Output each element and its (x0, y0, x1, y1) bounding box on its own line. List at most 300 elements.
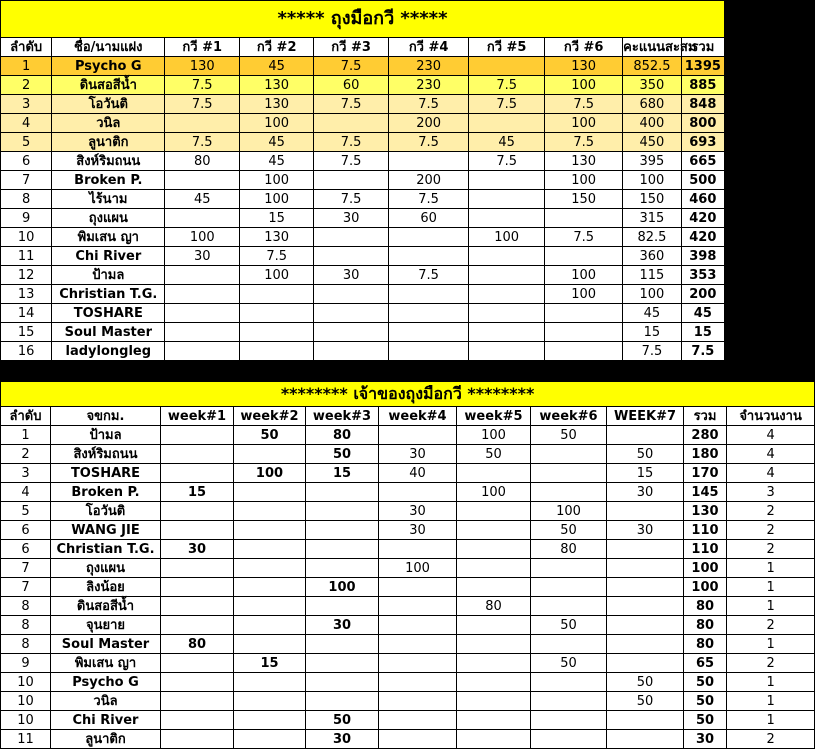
table-cell: TOSHARE (51, 464, 161, 483)
table-cell (234, 521, 306, 540)
table-cell: 1 (727, 635, 815, 654)
table-cell: 100 (469, 228, 545, 247)
table-cell (545, 304, 623, 323)
table-cell: WANG JIE (51, 521, 161, 540)
table-cell (531, 711, 607, 730)
table-cell: 30 (379, 445, 457, 464)
table-cell (545, 209, 623, 228)
table-cell (165, 285, 240, 304)
table-cell: 7.5 (165, 133, 240, 152)
table-cell (457, 502, 531, 521)
table-cell: 7.5 (314, 152, 389, 171)
table-cell: 50 (607, 445, 684, 464)
table-cell (234, 578, 306, 597)
table-cell (607, 540, 684, 559)
table-cell: 350 (623, 76, 682, 95)
table-cell: 30 (684, 730, 727, 749)
column-header: รวม (681, 38, 724, 57)
table-cell (531, 464, 607, 483)
table-cell (306, 635, 379, 654)
column-header: week#3 (306, 407, 379, 426)
table-cell: 7.5 (240, 247, 314, 266)
column-header: ลำดับ (1, 38, 52, 57)
table-cell (379, 692, 457, 711)
table-cell: 460 (681, 190, 724, 209)
column-header: ชื่อ/นามแฝง (52, 38, 165, 57)
table-cell: วนิล (52, 114, 165, 133)
table-row (1, 247, 725, 266)
table-cell: 45 (469, 133, 545, 152)
table-cell (165, 114, 240, 133)
table-cell: 50 (531, 521, 607, 540)
table-cell (379, 597, 457, 616)
table-cell: 2 (727, 521, 815, 540)
table-cell: 2 (1, 76, 52, 95)
table-cell: Psycho G (51, 673, 161, 692)
table-cell: 10 (1, 711, 51, 730)
table-cell: 45 (240, 152, 314, 171)
table-cell (457, 635, 531, 654)
table-cell (469, 285, 545, 304)
table-cell (469, 323, 545, 342)
table-cell (531, 673, 607, 692)
table-cell: 4 (727, 426, 815, 445)
table-cell: 16 (1, 342, 52, 361)
table-row (1, 464, 815, 483)
table-cell: 11 (1, 730, 51, 749)
table-cell (469, 342, 545, 361)
table-cell (607, 597, 684, 616)
table-cell: 50 (607, 673, 684, 692)
table-cell: 4 (727, 445, 815, 464)
table-cell: 130 (240, 76, 314, 95)
table-cell: 100 (240, 171, 314, 190)
table-cell: 80 (531, 540, 607, 559)
table-cell (234, 616, 306, 635)
table-cell (607, 730, 684, 749)
column-header: กวี #3 (314, 38, 389, 57)
table-row (1, 95, 725, 114)
table-cell (607, 616, 684, 635)
table-cell: Psycho G (52, 57, 165, 76)
table-cell: 11 (1, 247, 52, 266)
table-cell: 100 (234, 464, 306, 483)
table-cell: 100 (684, 578, 727, 597)
table-cell: 7.5 (389, 133, 469, 152)
table-cell (165, 323, 240, 342)
table-cell: พิมเสน ญา (51, 654, 161, 673)
table-cell: 65 (684, 654, 727, 673)
table-cell: 130 (240, 95, 314, 114)
table-cell: จุนยาย (51, 616, 161, 635)
table-row (1, 616, 815, 635)
table-cell (161, 559, 234, 578)
table-cell (531, 559, 607, 578)
table-cell: 2 (1, 445, 51, 464)
table-cell: 1 (727, 711, 815, 730)
table-cell (306, 483, 379, 502)
table-cell: 15 (161, 483, 234, 502)
table-row (1, 76, 725, 95)
table-cell (234, 673, 306, 692)
column-header: กวี #5 (469, 38, 545, 57)
table-cell: 230 (389, 57, 469, 76)
table-cell: 80 (684, 597, 727, 616)
table-cell: 30 (607, 483, 684, 502)
table-cell (607, 426, 684, 445)
table-row (1, 654, 815, 673)
table-cell (457, 654, 531, 673)
table-cell: ป้ามล (52, 266, 165, 285)
table-row (1, 304, 725, 323)
table-cell: 2 (727, 540, 815, 559)
table-cell: 420 (681, 228, 724, 247)
table-cell: Chi River (52, 247, 165, 266)
table-cell: 360 (623, 247, 682, 266)
table-cell: 8 (1, 190, 52, 209)
table-row (1, 285, 725, 304)
table-cell: 680 (623, 95, 682, 114)
table-cell (306, 521, 379, 540)
table-cell: 100 (240, 114, 314, 133)
table-cell: 40 (379, 464, 457, 483)
table-cell (457, 730, 531, 749)
table-cell (161, 597, 234, 616)
table-cell (161, 692, 234, 711)
table-cell: 30 (161, 540, 234, 559)
table-cell: 7.5 (469, 76, 545, 95)
table-cell: ladylongleg (52, 342, 165, 361)
table-cell (165, 342, 240, 361)
table-cell: 15 (607, 464, 684, 483)
table-cell (607, 559, 684, 578)
table-row (1, 114, 725, 133)
table-cell (389, 228, 469, 247)
table-cell: 50 (531, 426, 607, 445)
table-cell: 9 (1, 654, 51, 673)
table-cell: 7.5 (314, 57, 389, 76)
table-cell: 80 (684, 616, 727, 635)
table-cell: 7.5 (389, 266, 469, 285)
table-cell: 2 (727, 654, 815, 673)
column-header: WEEK#7 (607, 407, 684, 426)
table-cell: 30 (165, 247, 240, 266)
table-cell: 60 (389, 209, 469, 228)
table-cell: 6 (1, 540, 51, 559)
table-cell: 693 (681, 133, 724, 152)
table-cell: สิงห์ริมถนน (51, 445, 161, 464)
table-cell: 15 (240, 209, 314, 228)
table-cell: 2 (727, 616, 815, 635)
table-cell: 145 (684, 483, 727, 502)
table-cell (240, 342, 314, 361)
table-cell: 15 (306, 464, 379, 483)
table-cell (469, 266, 545, 285)
table-cell: 50 (684, 692, 727, 711)
table-cell (306, 692, 379, 711)
table-cell: 110 (684, 540, 727, 559)
table-cell (161, 464, 234, 483)
table-cell (531, 730, 607, 749)
table-cell (379, 730, 457, 749)
table-cell: วนิล (51, 692, 161, 711)
column-header: คะแนนสะสม (623, 39, 697, 55)
table-cell: 6 (1, 521, 51, 540)
table-cell: 100 (545, 76, 623, 95)
table-cell: 50 (684, 673, 727, 692)
table-cell (379, 635, 457, 654)
table-cell: 100 (457, 426, 531, 445)
table-cell: 7.5 (389, 190, 469, 209)
table-cell: 15 (234, 654, 306, 673)
table-cell: 100 (457, 483, 531, 502)
table-cell: 13 (1, 285, 52, 304)
header-row (1, 38, 725, 57)
table-row (1, 692, 815, 711)
table-cell: 3 (1, 464, 51, 483)
table-cell (389, 152, 469, 171)
table-cell: 45 (165, 190, 240, 209)
table-cell (161, 616, 234, 635)
column-header: จขกม. (51, 407, 161, 426)
table-cell: 30 (306, 730, 379, 749)
table-cell (306, 673, 379, 692)
table-cell: 5 (1, 502, 51, 521)
table-cell (165, 209, 240, 228)
table-cell (314, 247, 389, 266)
table-cell: 665 (681, 152, 724, 171)
table-cell: 80 (165, 152, 240, 171)
table-row (1, 483, 815, 502)
table-cell: 7.5 (623, 342, 682, 361)
table-cell (161, 521, 234, 540)
table-cell (457, 673, 531, 692)
table-cell (389, 247, 469, 266)
header-row (1, 407, 815, 426)
column-header: กวี #2 (240, 38, 314, 57)
table-cell: 110 (684, 521, 727, 540)
table-cell: 4 (1, 483, 51, 502)
table-cell: 100 (379, 559, 457, 578)
glove-owners-table (0, 381, 815, 749)
table-cell (457, 616, 531, 635)
table-cell (234, 445, 306, 464)
table-row (1, 597, 815, 616)
table-cell (379, 578, 457, 597)
table-cell (161, 673, 234, 692)
table-row (1, 635, 815, 654)
table-cell (469, 247, 545, 266)
table-cell (545, 342, 623, 361)
table-cell (161, 730, 234, 749)
table-cell: 130 (684, 502, 727, 521)
table-cell: Broken P. (52, 171, 165, 190)
table-cell: 1 (1, 426, 51, 445)
table-cell: ดินสอสีน้ำ (51, 597, 161, 616)
table-cell: Soul Master (51, 635, 161, 654)
table-cell: 50 (531, 616, 607, 635)
table-row (1, 190, 725, 209)
table-cell (314, 228, 389, 247)
table-cell: 80 (306, 426, 379, 445)
table-cell: 7.5 (681, 342, 724, 361)
table-title: ******** เจ้าของถุงมือกวี ******** (1, 382, 815, 407)
table-cell: ไร้นาม (52, 190, 165, 209)
table-cell (457, 521, 531, 540)
table-cell: 30 (314, 266, 389, 285)
table-cell: 130 (240, 228, 314, 247)
column-header: ลำดับ (1, 407, 51, 426)
table-cell: Broken P. (51, 483, 161, 502)
table-cell (469, 57, 545, 76)
table-cell (314, 114, 389, 133)
table-cell: 398 (681, 247, 724, 266)
table-cell: 7.5 (469, 95, 545, 114)
table-cell: 50 (306, 445, 379, 464)
table-row (1, 711, 815, 730)
table-cell: 30 (314, 209, 389, 228)
column-header: กวี #1 (165, 38, 240, 57)
table-cell: 100 (531, 502, 607, 521)
table-cell (165, 171, 240, 190)
table-cell: 10 (1, 673, 51, 692)
table-cell (457, 711, 531, 730)
table-row (1, 171, 725, 190)
table-row (1, 578, 815, 597)
table-row (1, 426, 815, 445)
table-cell (306, 597, 379, 616)
table-cell (457, 559, 531, 578)
table-cell: 1 (727, 692, 815, 711)
table-cell: 1 (727, 559, 815, 578)
table-cell (234, 483, 306, 502)
table-cell: 10 (1, 692, 51, 711)
table-cell: 100 (240, 266, 314, 285)
table-cell: พิมเสน ญา (52, 228, 165, 247)
table-row (1, 209, 725, 228)
table-cell (389, 285, 469, 304)
table-cell: 45 (240, 57, 314, 76)
table-cell (314, 342, 389, 361)
table-cell: 3 (1, 95, 52, 114)
table-cell: 7.5 (165, 95, 240, 114)
table-cell: 8 (1, 635, 51, 654)
table-cell: 8 (1, 616, 51, 635)
column-header: week#6 (531, 407, 607, 426)
table-cell: 80 (684, 635, 727, 654)
table-cell: 200 (681, 285, 724, 304)
table-cell: 130 (545, 152, 623, 171)
table-cell: 170 (684, 464, 727, 483)
table-cell: 3 (727, 483, 815, 502)
table-row (1, 673, 815, 692)
table-cell (306, 654, 379, 673)
table-cell (379, 616, 457, 635)
table-cell: 9 (1, 209, 52, 228)
table-cell: 4 (1, 114, 52, 133)
table-cell: 12 (1, 266, 52, 285)
table-cell: ดินสอสีน้ำ (52, 76, 165, 95)
table-cell: 45 (240, 133, 314, 152)
table-cell: ถุงแผน (51, 559, 161, 578)
table-cell (379, 483, 457, 502)
table-cell: 6 (1, 152, 52, 171)
table-cell: 7 (1, 559, 51, 578)
table-cell: 200 (389, 171, 469, 190)
table-cell (531, 578, 607, 597)
table-cell: 848 (681, 95, 724, 114)
table-row (1, 133, 725, 152)
table-cell (607, 711, 684, 730)
table-cell: 45 (623, 304, 682, 323)
table-cell: 150 (545, 190, 623, 209)
table-cell: 50 (457, 445, 531, 464)
poetry-glove-scores-table (0, 0, 725, 361)
table-cell: 450 (623, 133, 682, 152)
table-cell: 30 (379, 502, 457, 521)
table-cell: 7.5 (389, 95, 469, 114)
table-row (1, 342, 725, 361)
table-cell: 50 (531, 654, 607, 673)
table-cell: 150 (623, 190, 682, 209)
table-cell (607, 635, 684, 654)
table-cell: 2 (727, 502, 815, 521)
table-cell: 7.5 (545, 228, 623, 247)
table-cell: 115 (623, 266, 682, 285)
table-cell (531, 445, 607, 464)
table-cell: 100 (240, 190, 314, 209)
table-cell (161, 445, 234, 464)
table-cell: 100 (623, 171, 682, 190)
table-cell: 30 (306, 616, 379, 635)
table-cell (379, 673, 457, 692)
table-cell (314, 323, 389, 342)
table-row (1, 323, 725, 342)
table-cell: ลูนาติก (52, 133, 165, 152)
table-cell: 7.5 (314, 133, 389, 152)
table-cell: 2 (727, 730, 815, 749)
table-cell (607, 654, 684, 673)
column-header: week#2 (234, 407, 306, 426)
table-cell (234, 711, 306, 730)
table-cell (457, 540, 531, 559)
table-cell: 100 (623, 285, 682, 304)
table-cell (314, 171, 389, 190)
table-cell (389, 323, 469, 342)
table-cell: 230 (389, 76, 469, 95)
table-cell: 7.5 (545, 133, 623, 152)
table-cell: 50 (684, 711, 727, 730)
table-cell (314, 304, 389, 323)
table-cell (469, 209, 545, 228)
table-cell (607, 578, 684, 597)
table-cell (234, 635, 306, 654)
table-cell: โอวันติ (51, 502, 161, 521)
table-cell: 100 (165, 228, 240, 247)
table-cell (389, 342, 469, 361)
table-row (1, 502, 815, 521)
table-cell: 30 (607, 521, 684, 540)
table-cell: สิงห์ริมถนน (52, 152, 165, 171)
table-cell: 180 (684, 445, 727, 464)
table-cell (469, 190, 545, 209)
table-cell: 82.5 (623, 228, 682, 247)
table-cell (545, 247, 623, 266)
table-cell: 15 (623, 323, 682, 342)
table-cell: 15 (681, 323, 724, 342)
table-cell: 315 (623, 209, 682, 228)
table-cell: 80 (161, 635, 234, 654)
